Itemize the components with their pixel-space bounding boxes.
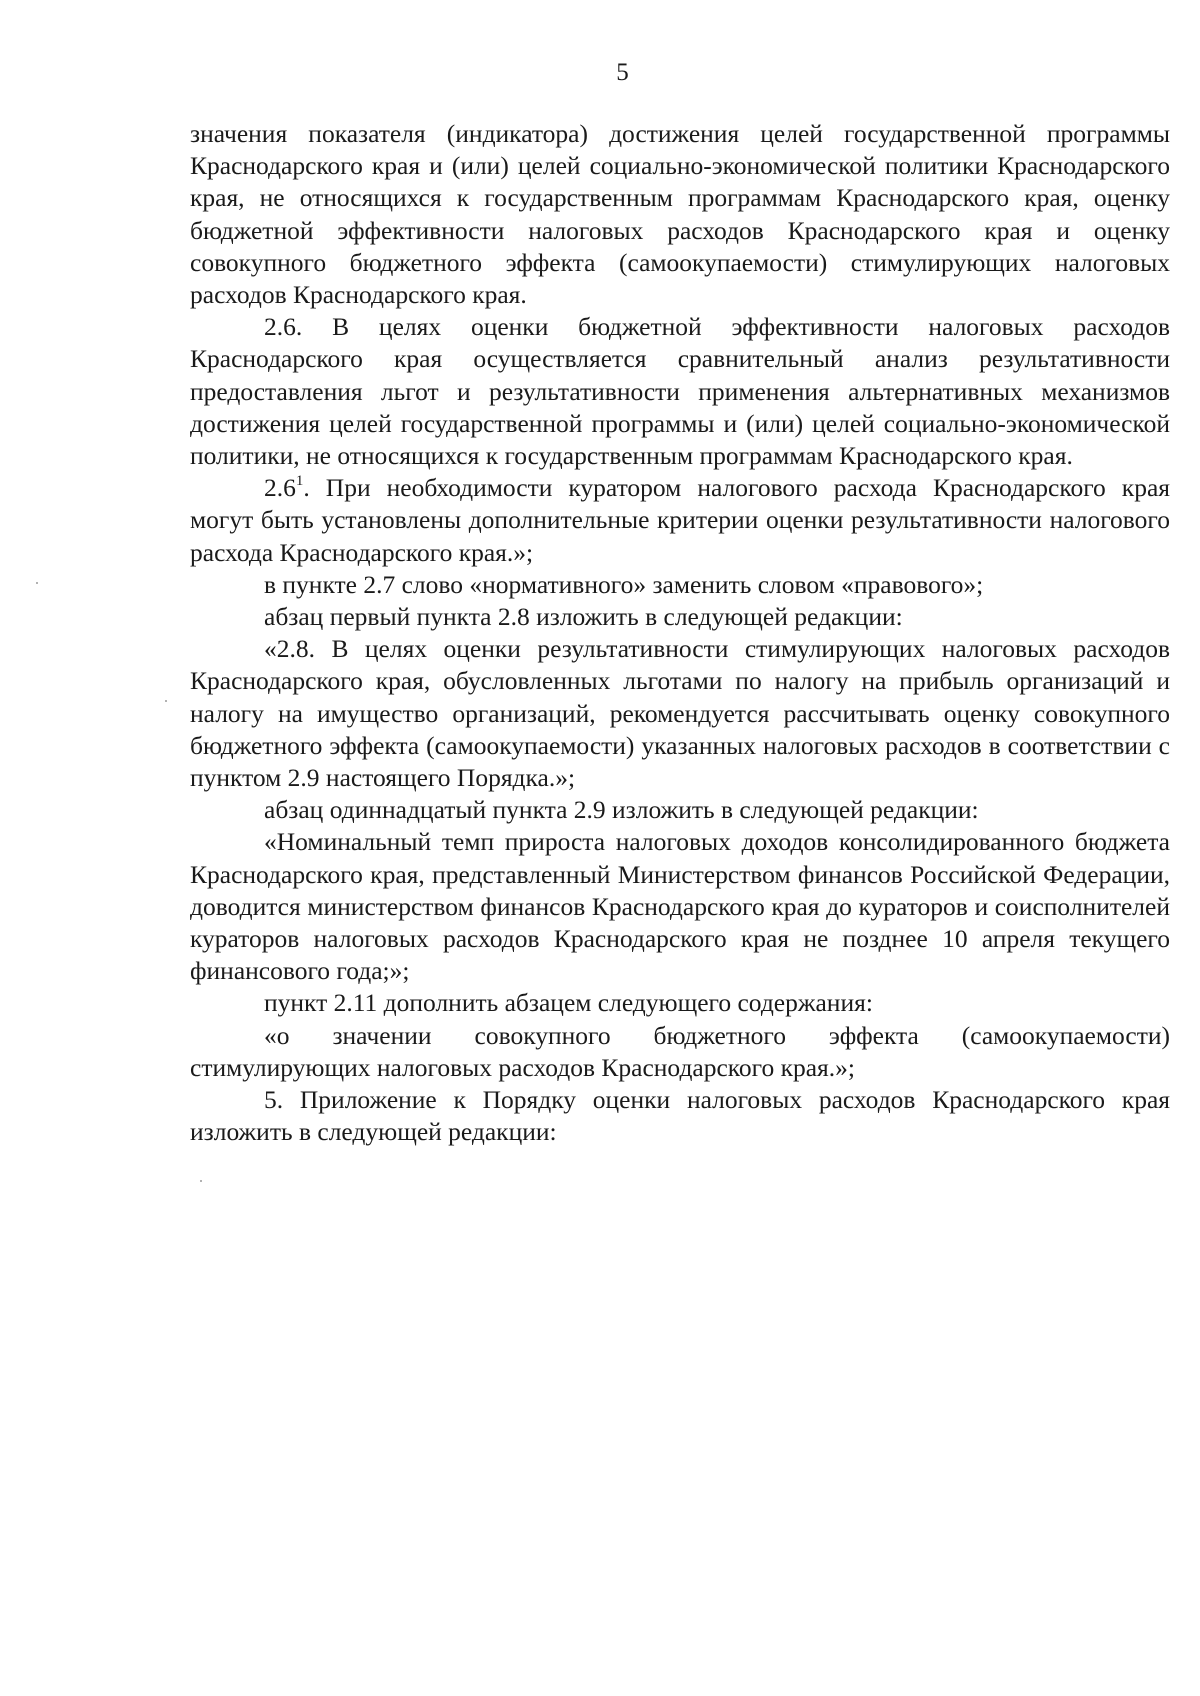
- scan-speck: [36, 582, 38, 584]
- document-body: [190, 118, 1170, 1149]
- paragraph-2-6-1-superscript: 1: [295, 473, 304, 490]
- page-number: 5: [616, 59, 629, 86]
- paragraph-continuation: значения показателя (индикатора) достижения целей государственной программы Краснодарского края и (или) целей социально-экономической политики Краснодарского края, не относящихся к государственным программам Краснодарского края, оценку бюджетной эффективности налоговых расходов Краснодарского края и оценку совокупного бюджетного эффекта (самоокупаемости) стимулирующих налоговых расходов Краснодарского края.: [190, 119, 1170, 310]
- paragraph-2-8-new: «2.8. В целях оценки результативности стимулирующих налоговых расходов Краснодарского края, обусловленных льготами по налогу на прибыль организаций и налогу на имущество организаций, рекомендуется рассчитывать оценку совокупного бюджетного эффекта (самоокупаемости) указанных налоговых расходов в соответствии с пунктом 2.9 настоящего Порядка.»;: [190, 634, 1170, 793]
- paragraph-item-2-8-intro: абзац первый пункта 2.8 изложить в следующей редакции:: [264, 602, 903, 632]
- paragraph-item-2-7: в пункте 2.7 слово «нормативного» заменить словом «правового»;: [264, 569, 984, 599]
- paragraph-2-6-1: [190, 472, 1170, 569]
- paragraph-item-5: 5. Приложение к Порядку оценки налоговых расходов Краснодарского края изложить в следующей редакции:: [190, 1085, 1170, 1147]
- scan-speck: [200, 1180, 202, 1182]
- paragraph-2-6: 2.6. В целях оценки бюджетной эффективности налоговых расходов Краснодарского края осуществляется сравнительный анализ результативности предоставления льгот и результативности применения альтернативных механизмов достижения целей государственной программы и (или) целей социально-экономической политики, не относящихся к государственным программам Краснодарского края.: [190, 312, 1170, 471]
- paragraph-2-6-1-text: . При необходимости куратором налогового расхода Краснодарского края могут быть установлены дополнительные критерии оценки результативности налогового расхода Краснодарского края.»;: [190, 473, 1170, 567]
- paragraph-item-2-11-intro: пункт 2.11 дополнить абзацем следующего содержания:: [264, 988, 873, 1018]
- paragraph-2-9-new: «Номинальный темп прироста налоговых доходов консолидированного бюджета Краснодарского края, представленный Министерством финансов Российской Федерации, доводится министерством финансов Краснодарского края до кураторов и соисполнителей кураторов налоговых расходов Краснодарского края не позднее 10 апреля текущего финансового года;»;: [190, 827, 1170, 986]
- paragraph-2-11-new: «о значении совокупного бюджетного эффекта (самоокупаемости) стимулирующих налоговых расходов Краснодарского края.»;: [190, 1020, 1170, 1082]
- paragraph-2-6-1-number: 2.6: [264, 473, 296, 503]
- paragraph-item-2-9-intro: абзац одиннадцатый пункта 2.9 изложить в следующей редакции:: [264, 795, 979, 825]
- scan-speck: [165, 700, 167, 702]
